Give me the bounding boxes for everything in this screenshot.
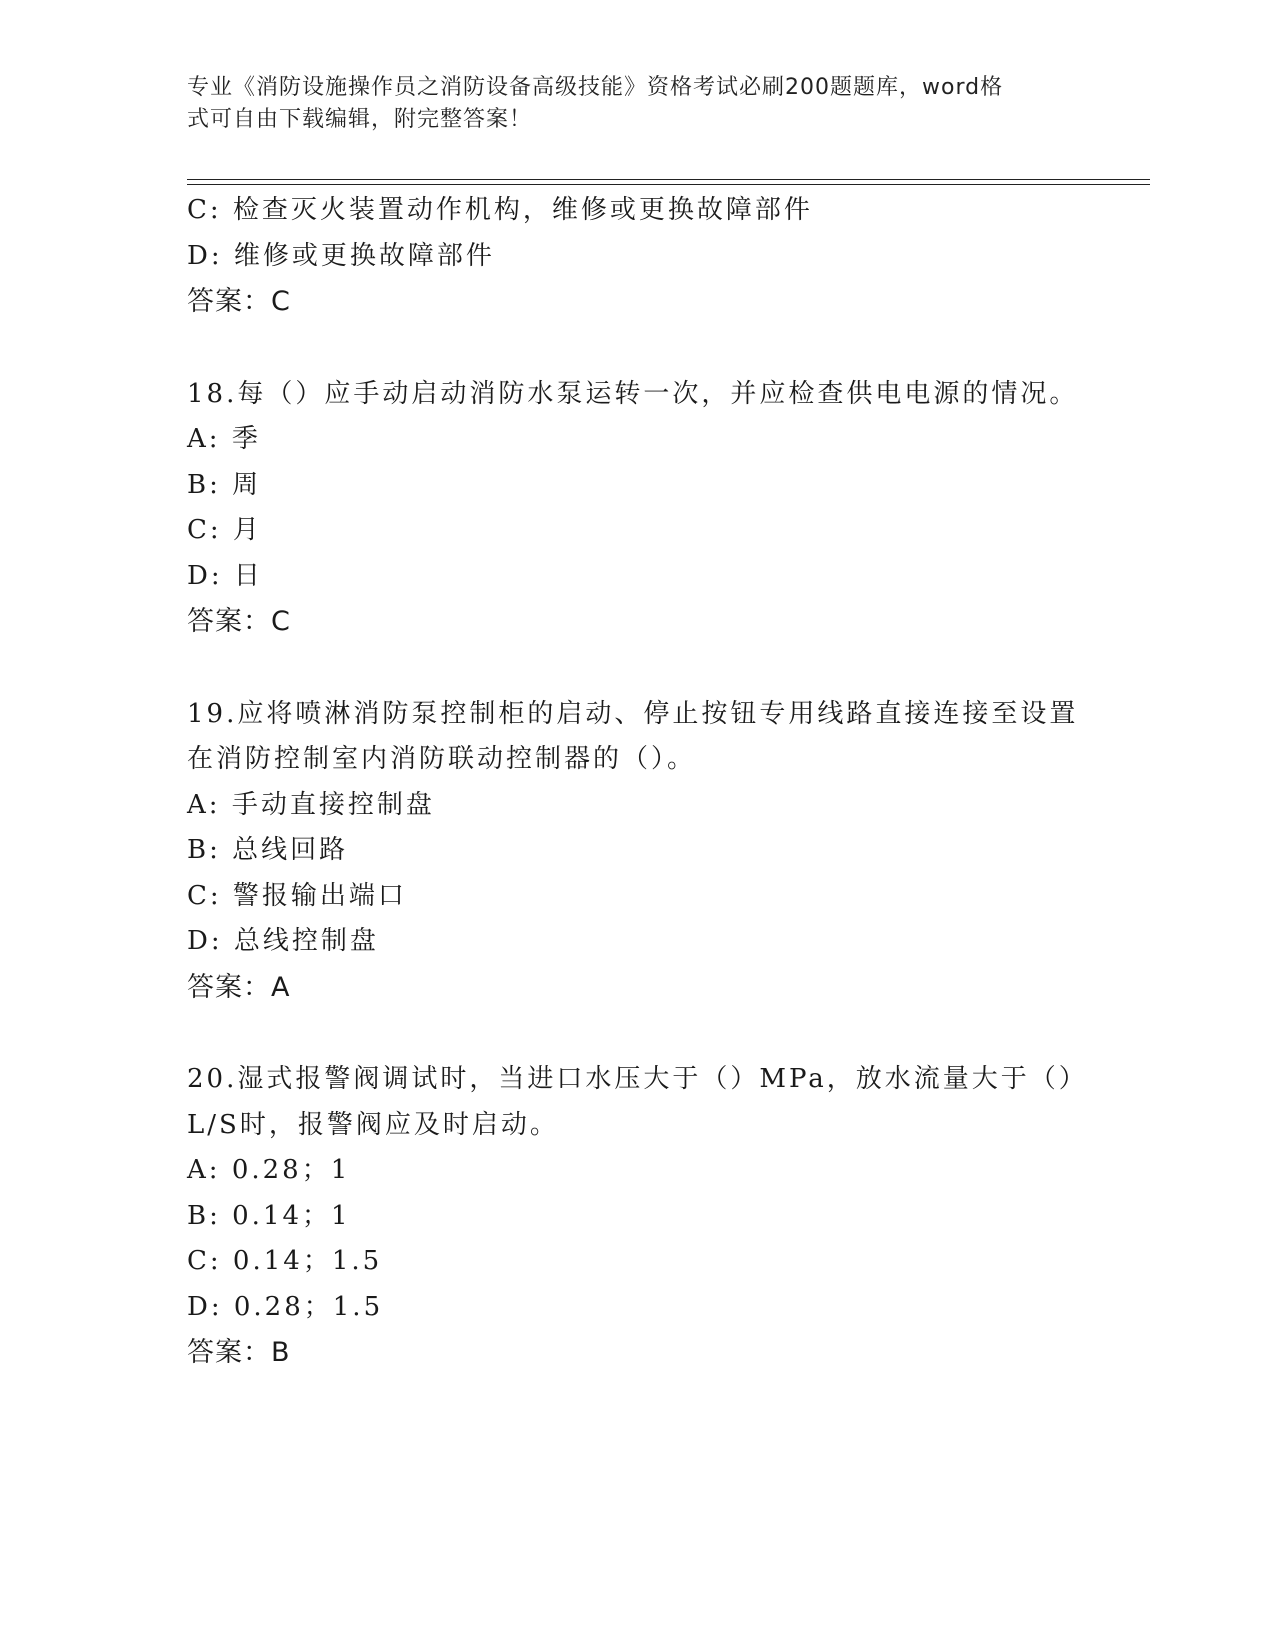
question-20 (187, 1057, 1087, 1376)
option-label: B: (187, 469, 221, 500)
answer-line: 答案：A (187, 971, 291, 1003)
option-label: C: (187, 515, 222, 545)
option-d (187, 1285, 1087, 1331)
option-text: 季 (231, 424, 261, 454)
option-c (187, 508, 1087, 554)
option-b (187, 1194, 1087, 1240)
option-text: 手动直接控制盘 (231, 789, 435, 820)
header-line-1: 专业《消防设施操作员之消防设备高级技能》资格考试必刷200题题库，word格 (187, 75, 1004, 100)
question-content (187, 188, 1087, 1376)
option-c (187, 188, 1087, 234)
option-label: B: (187, 1200, 221, 1231)
question-stem-continued: L/S时，报警阀应及时启动。 (187, 1109, 559, 1140)
option-text: 周 (232, 469, 262, 500)
question-19 (187, 692, 1087, 1011)
option-label: A: (187, 424, 221, 454)
option-label: C: (187, 1246, 222, 1276)
option-text: 日 (233, 560, 263, 591)
option-d (187, 919, 1087, 965)
option-label: D: (187, 240, 223, 271)
spacer (187, 645, 1087, 692)
question-18 (187, 372, 1087, 645)
option-text: 0.14；1.5 (232, 1246, 383, 1276)
document-header (187, 72, 1067, 136)
option-text: 0.28；1.5 (233, 1291, 384, 1322)
option-text: 检查灭火装置动作机构，维修或更换故障部件 (232, 195, 813, 225)
answer-line: 答案：B (187, 1337, 291, 1368)
option-text: 月 (232, 515, 262, 545)
option-label: D: (187, 1291, 223, 1322)
carryover-question (187, 188, 1087, 325)
question-stem-continued: 在消防控制室内消防联动控制器的（）。 (187, 744, 697, 774)
answer-line: 答案：C (187, 606, 291, 637)
question-stem: 20.湿式报警阀调试时，当进口水压大于（）MPa，放水流量大于（） (187, 1064, 1088, 1094)
option-label: C: (187, 195, 222, 225)
option-label: D: (187, 560, 223, 591)
option-text: 0.14；1 (232, 1200, 351, 1231)
header-line-2: 式可自由下载编辑，附完整答案！ (187, 107, 533, 132)
option-text: 0.28；1 (231, 1155, 351, 1185)
option-a (187, 783, 1087, 829)
header-divider-bottom (187, 184, 1150, 185)
option-label: A: (187, 789, 221, 820)
option-text: 总线回路 (232, 835, 349, 865)
option-label: A: (187, 1155, 221, 1185)
spacer (187, 325, 1087, 372)
option-c (187, 874, 1087, 920)
option-b (187, 828, 1087, 874)
option-text: 总线控制盘 (233, 926, 379, 956)
question-stem: 18.每（）应手动启动消防水泵运转一次，并应检查供电电源的情况。 (187, 378, 1079, 409)
option-a (187, 417, 1087, 463)
option-c (187, 1239, 1087, 1285)
option-d (187, 554, 1087, 600)
header-divider-top (187, 179, 1150, 180)
option-label: B: (187, 835, 221, 865)
spacer (187, 1010, 1087, 1057)
question-stem: 19.应将喷淋消防泵控制柜的启动、停止按钮专用线路直接连接至设置 (187, 698, 1079, 729)
option-b (187, 463, 1087, 509)
option-a (187, 1148, 1087, 1194)
answer-line: 答案：C (187, 286, 291, 317)
option-text: 维修或更换故障部件 (233, 240, 495, 271)
option-d (187, 234, 1087, 280)
option-label: D: (187, 926, 223, 956)
option-text: 警报输出端口 (232, 880, 407, 911)
option-label: C: (187, 880, 222, 911)
